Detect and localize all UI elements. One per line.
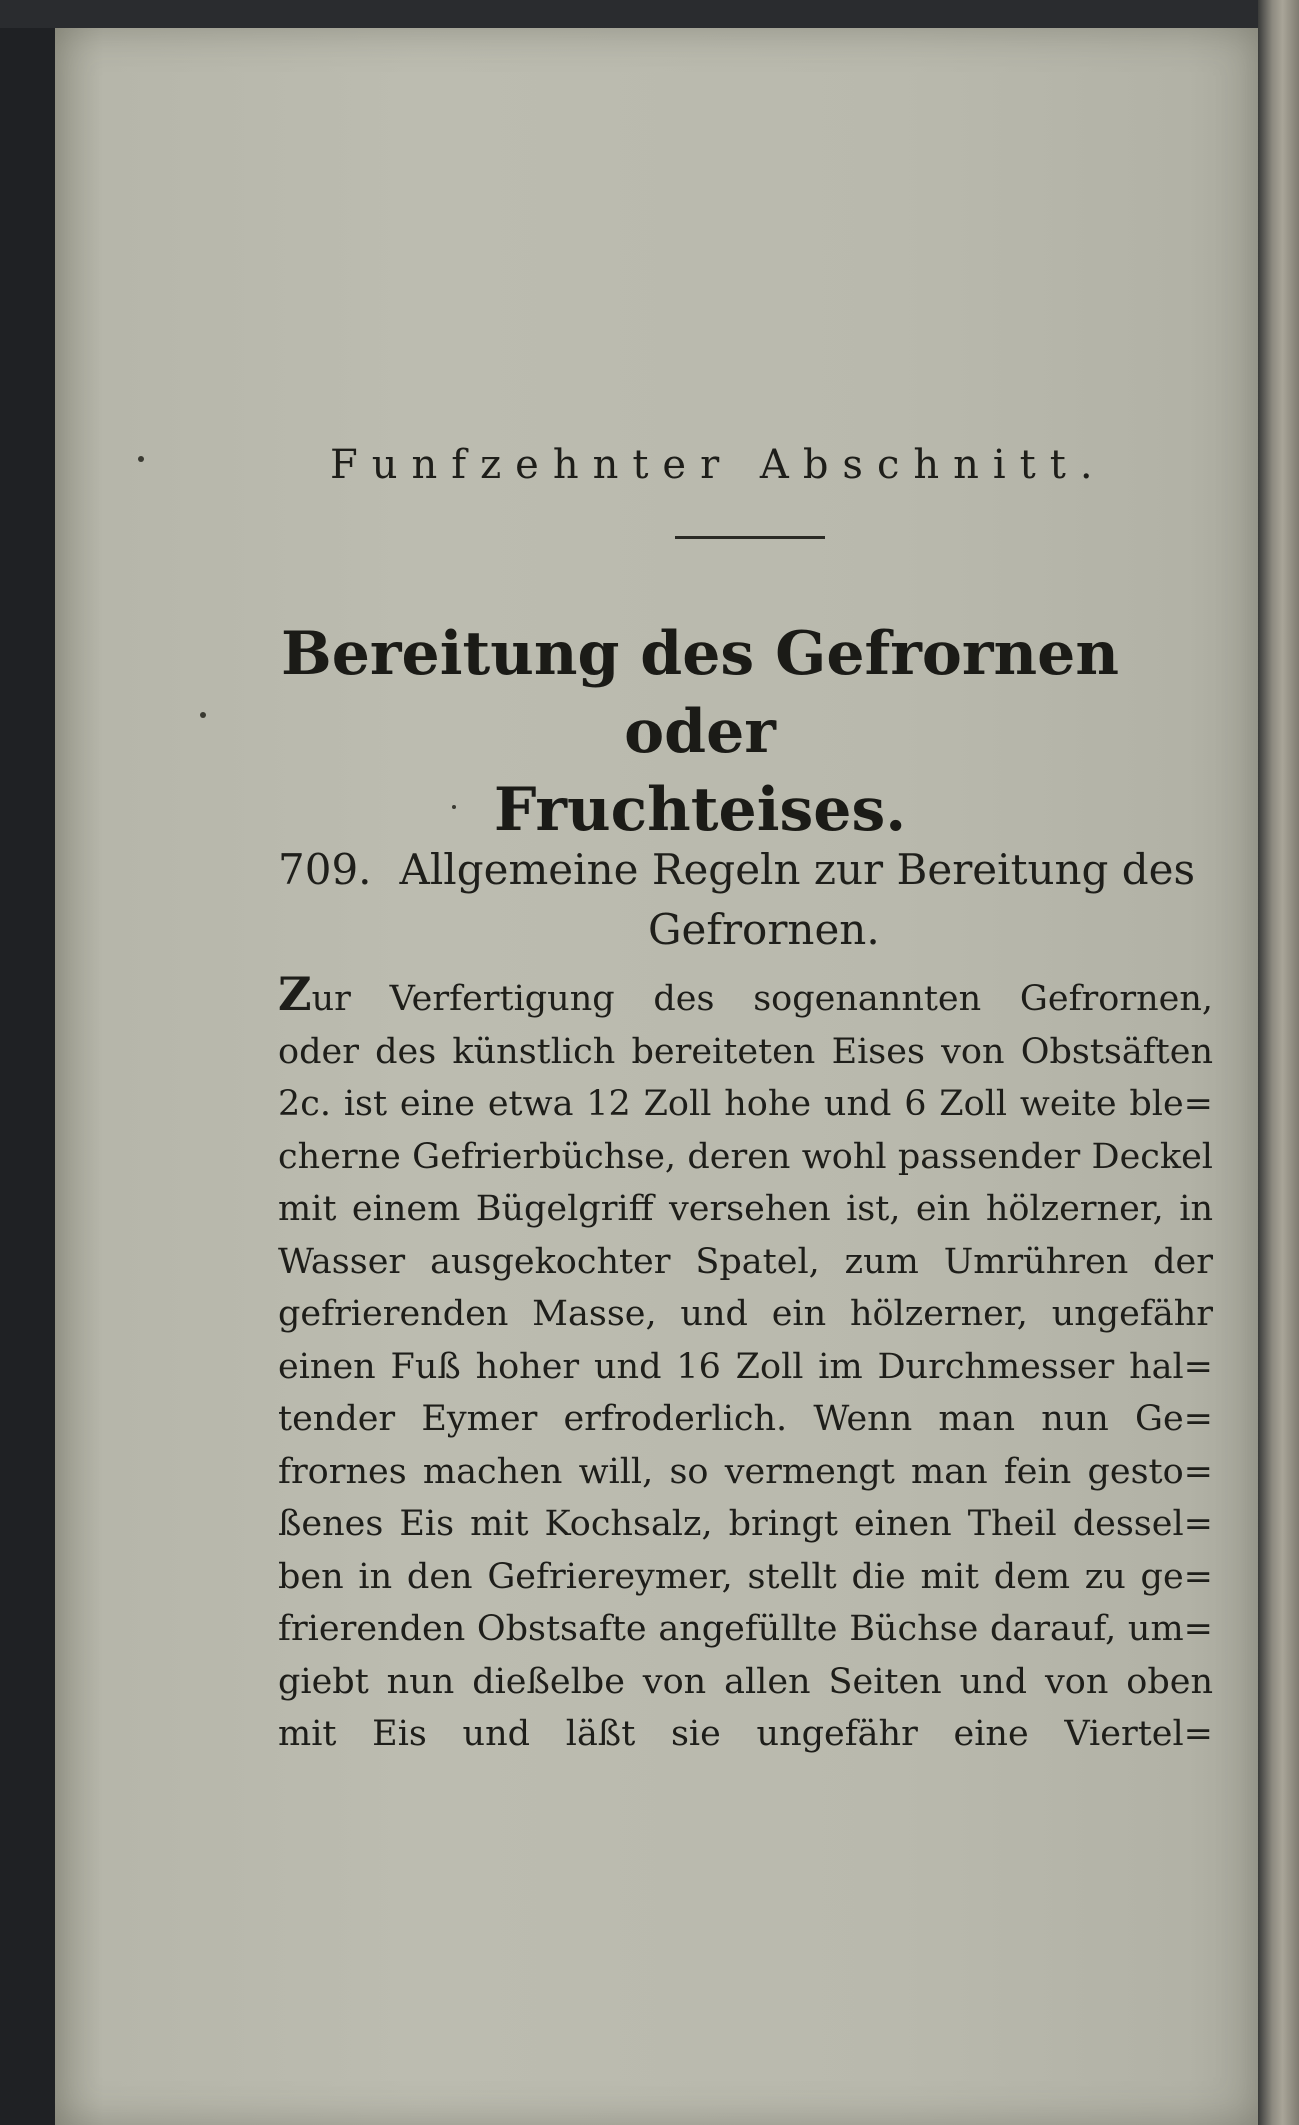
section-heading: Funfzehnter Abschnitt. [330,442,1107,488]
body-line: einen Fuß hoher und 16 Zoll im Durchmesser hal= [278,1346,1213,1387]
chapter-title [200,615,1200,849]
divider-rule [675,536,825,539]
paragraph-number: 709. [278,845,372,894]
page-edge [1258,0,1299,2125]
drop-initial: Z [278,967,312,1021]
body-text [278,968,1213,1761]
paper-speck [138,456,144,462]
body-line: giebt nun dießelbe von allen Seiten und von oben [278,1661,1213,1702]
body-line: ben in den Gefriereymer, stellt die mit dem zu ge= [278,1556,1213,1597]
body-line: 2c. ist eine etwa 12 Zoll hohe und 6 Zoll weite ble= [278,1084,1213,1124]
scan-border [0,0,1299,28]
body-line: mit einem Bügelgriff versehen ist, ein hölzerner, in [278,1189,1213,1229]
paragraph-heading-line1: Allgemeine Regeln zur Bereitung des [399,845,1196,894]
body-line: oder des künstlich bereiteten Eises von Obstsäften [278,1031,1213,1072]
paragraph-heading-line2: Gefrornen. [648,905,880,954]
body-line: ßenes Eis mit Kochsalz, bringt einen Theil dessel= [278,1504,1213,1544]
chapter-title-line2: Fruchteises. [493,775,907,845]
chapter-title-line1: Bereitung des Gefrornen oder [281,619,1119,767]
body-line: Zur Verfertigung des sogenannten Gefrornen, [278,967,1213,1021]
body-line: mit Eis und läßt sie ungefähr eine Viertel= [278,1714,1213,1754]
body-line: tender Eymer erfroderlich. Wenn man nun Ge= [278,1399,1213,1439]
paragraph-heading [278,840,1218,960]
body-line: cherne Gefrierbüchse, deren wohl passender Deckel [278,1136,1213,1177]
body-line: frierenden Obstsafte angefüllte Büchse darauf, um= [278,1609,1213,1649]
body-line: gefrierenden Masse, und ein hölzerner, ungefähr [278,1294,1213,1334]
body-line: Wasser ausgekochter Spatel, zum Umrühren der [278,1241,1213,1282]
body-line: frornes machen will, so vermengt man fein gesto= [278,1451,1213,1492]
